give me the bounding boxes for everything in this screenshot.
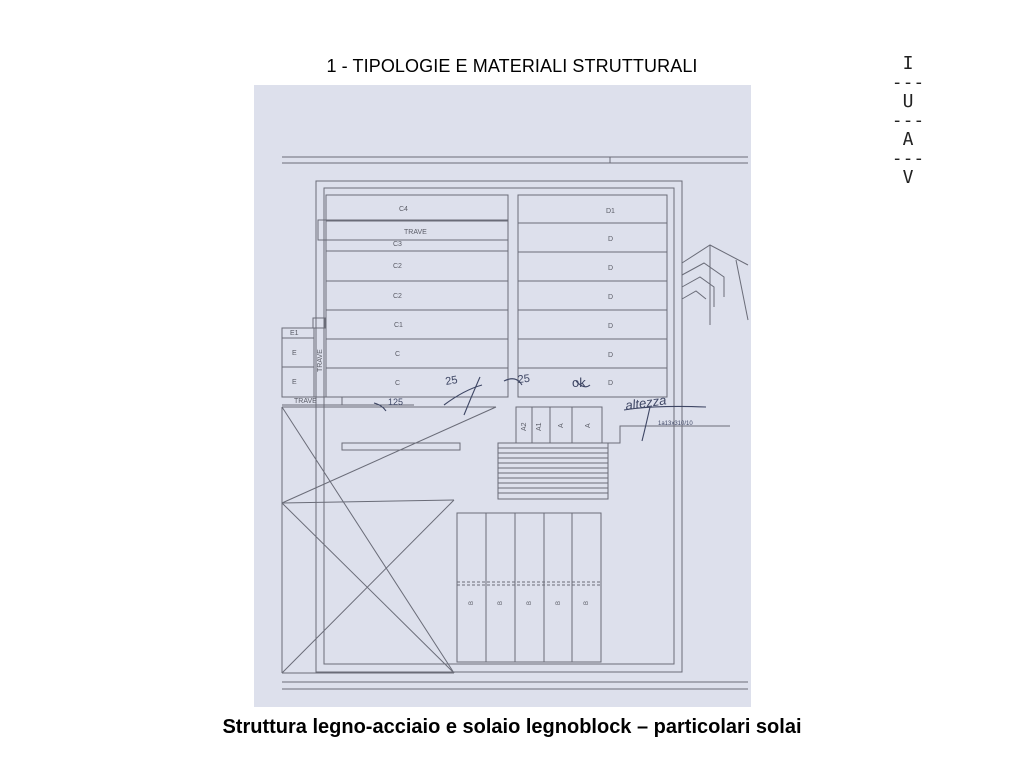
bay-label: D — [608, 236, 614, 243]
beam-label: TRAVE — [317, 349, 324, 372]
slide-caption — [0, 716, 1024, 739]
bay-label: D — [608, 323, 614, 330]
bay-label: B — [469, 600, 475, 605]
bay-label: C3 — [393, 241, 402, 248]
beam-label: TRAVE — [404, 229, 427, 236]
logo-letter-u: U — [902, 91, 914, 112]
page-title-text: 1 - TIPOLOGIE E MATERIALI STRUTTURALI — [326, 56, 698, 76]
logo-separator: --- — [891, 148, 925, 169]
plan-svg — [254, 85, 751, 707]
bay-label: C2 — [393, 263, 402, 270]
bay-label: C2 — [393, 293, 402, 300]
iuav-logo — [888, 54, 928, 187]
logo-letter-i: I — [902, 53, 914, 74]
bay-label: C — [395, 380, 401, 387]
handwritten-note: altezza — [624, 392, 668, 413]
logo-separator: --- — [891, 110, 925, 131]
bay-label: D — [608, 294, 614, 301]
bay-label: D — [608, 352, 614, 359]
bay-label: B — [527, 600, 533, 605]
handwritten-note: 25 — [444, 374, 459, 388]
bay-label: C — [395, 351, 401, 358]
bay-label: A2 — [521, 422, 528, 431]
bay-label: C1 — [394, 322, 403, 329]
bay-label: D — [608, 380, 614, 387]
bay-label: A — [585, 423, 592, 428]
bay-label: A1 — [536, 422, 543, 431]
structural-plan-drawing — [254, 85, 751, 707]
handwritten-note: 125 — [388, 397, 404, 407]
page-title — [0, 53, 1024, 77]
bay-label: A — [558, 423, 565, 428]
logo-letter-a: A — [902, 129, 914, 150]
beam-label: TRAVE — [294, 398, 317, 405]
logo-separator: --- — [891, 72, 925, 93]
bay-label: B — [584, 600, 590, 605]
bay-label: B — [498, 600, 504, 605]
handwritten-note: 25 — [517, 372, 531, 386]
paper-background — [254, 85, 751, 707]
bay-label: E — [292, 379, 297, 386]
bay-label: E1 — [290, 330, 299, 337]
bay-label: D1 — [606, 208, 615, 215]
bay-label: C4 — [399, 206, 408, 213]
bay-label: B — [556, 600, 562, 605]
caption-text: Struttura legno-acciaio e solaio legnoblock – particolari solai — [222, 716, 802, 738]
handwritten-note: ok — [572, 375, 586, 390]
handwritten-note: 1a13x310/10 — [658, 421, 693, 427]
bay-label: D — [608, 265, 614, 272]
bay-label: E — [292, 350, 297, 357]
logo-letter-v: V — [902, 167, 914, 188]
